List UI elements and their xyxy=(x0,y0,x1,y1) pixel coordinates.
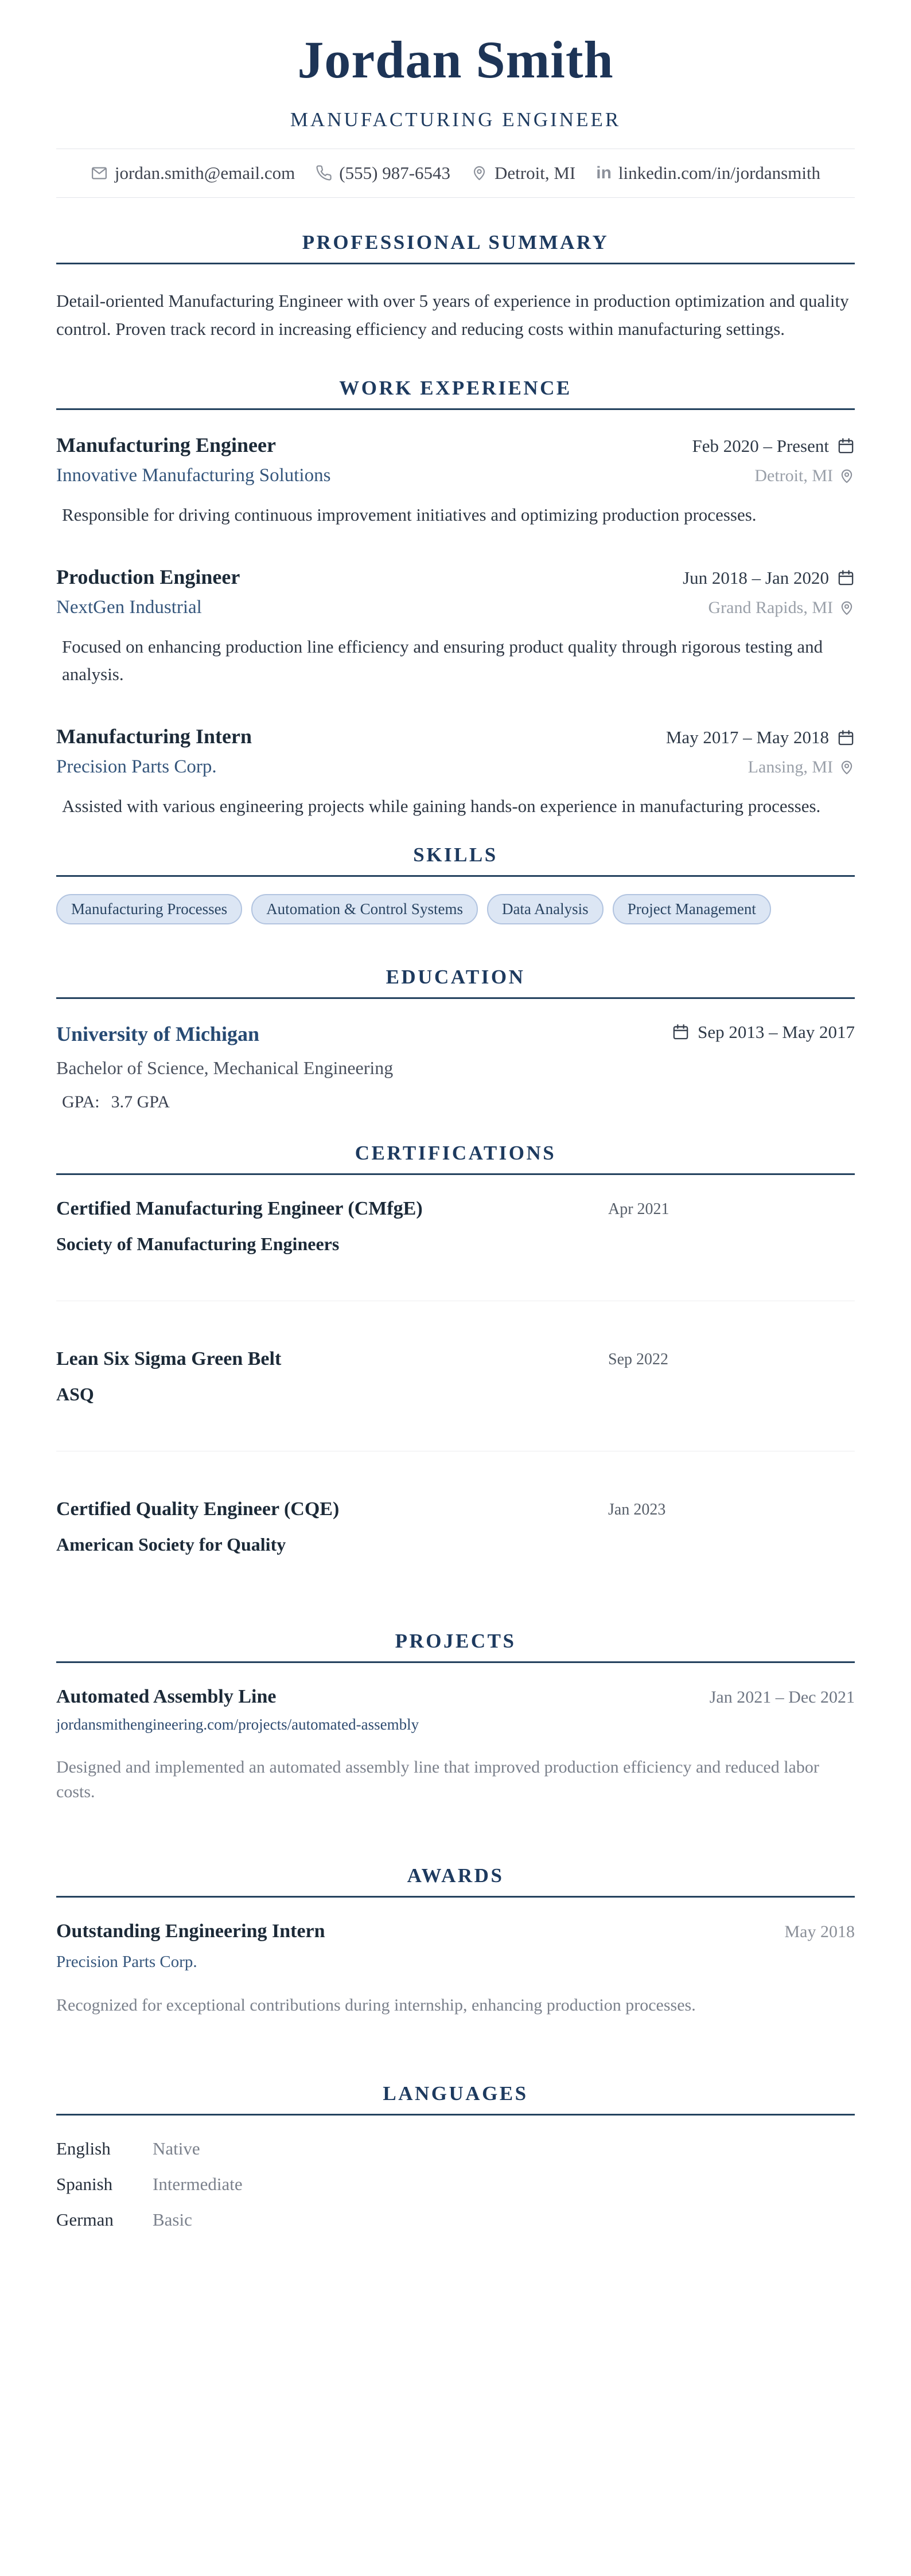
section-experience xyxy=(56,377,855,821)
experience-heading: WORK EXPERIENCE xyxy=(339,376,572,399)
section-summary xyxy=(56,231,855,344)
award-entry xyxy=(56,1921,855,2018)
gpa-row xyxy=(56,1092,855,1112)
certification-entry xyxy=(56,1348,855,1405)
heading-rule xyxy=(56,1661,855,1663)
certification-name: Certified Manufacturing Engineer (CMfgE) xyxy=(56,1198,423,1220)
job-description: Focused on enhancing production line efficiency and ensuring product quality through rigorous testing and analysis. xyxy=(62,636,823,685)
school-name: University of Michigan xyxy=(56,1022,259,1046)
section-skills xyxy=(56,844,855,924)
award-name: Outstanding Engineering Intern xyxy=(56,1921,325,1942)
contact-email-text: jordan.smith@email.com xyxy=(114,162,295,183)
job-dates xyxy=(666,727,855,748)
job-company: Innovative Manufacturing Solutions xyxy=(56,465,331,486)
contact-phone-text: (555) 987-6543 xyxy=(339,162,451,183)
certification-issuer: ASQ xyxy=(56,1384,94,1405)
skills-heading: SKILLS xyxy=(413,844,498,867)
section-education xyxy=(56,966,855,1113)
phone-icon xyxy=(316,165,332,181)
calendar-icon xyxy=(837,729,855,747)
job-description: Responsible for driving continuous improvement initiatives and optimizing production processes. xyxy=(62,504,757,525)
certification-date: Apr 2021 xyxy=(608,1200,669,1219)
calendar-icon xyxy=(672,1023,690,1041)
project-name: Automated Assembly Line xyxy=(56,1686,277,1708)
project-entry xyxy=(56,1686,855,1804)
education-dates xyxy=(672,1022,855,1043)
section-certifications xyxy=(56,1142,855,1555)
gpa-value: 3.7 GPA xyxy=(111,1092,170,1112)
job-title: Manufacturing Engineer xyxy=(56,433,276,456)
job-dates xyxy=(692,436,855,456)
person-job-title: MANUFACTURING ENGINEER xyxy=(290,108,621,131)
skill-chip: Manufacturing Processes xyxy=(56,894,242,924)
summary-text: Detail-oriented Manufacturing Engineer with over 5 years of experience in production optimization and quality control. Proven track record in increasing efficiency and reducing costs within manufacturing settings. xyxy=(56,290,849,339)
job-entry xyxy=(56,565,855,689)
location-pin-icon xyxy=(839,468,855,484)
calendar-icon xyxy=(837,437,855,455)
language-level: Basic xyxy=(153,2210,192,2230)
language-level: Native xyxy=(153,2138,200,2159)
project-dates: Jan 2021 – Dec 2021 xyxy=(709,1688,855,1707)
contact-linkedin[interactable] xyxy=(596,163,820,184)
language-name: German xyxy=(56,2210,114,2230)
certification-entry xyxy=(56,1498,855,1555)
heading-rule xyxy=(56,875,855,877)
contact-bar xyxy=(56,149,855,198)
education-heading: EDUCATION xyxy=(386,965,525,988)
job-company: NextGen Industrial xyxy=(56,596,202,618)
summary-heading: PROFESSIONAL SUMMARY xyxy=(302,231,609,253)
job-description: Assisted with various engineering projects while gaining hands-on experience in manufacturing processes. xyxy=(62,796,821,817)
job-title: Production Engineer xyxy=(56,565,240,588)
project-description: Designed and implemented an automated assembly line that improved production efficiency and reduced labor costs. xyxy=(56,1758,819,1801)
certification-date: Sep 2022 xyxy=(608,1351,668,1369)
job-location xyxy=(708,598,855,618)
section-projects xyxy=(56,1630,855,1804)
job-entry xyxy=(56,724,855,821)
certification-name: Lean Six Sigma Green Belt xyxy=(56,1348,282,1370)
language-list xyxy=(56,2138,855,2230)
job-dates-text: May 2017 – May 2018 xyxy=(665,727,829,748)
language-name: Spanish xyxy=(56,2174,113,2195)
certification-date: Jan 2023 xyxy=(608,1501,666,1519)
job-location-text: Detroit, MI xyxy=(754,466,833,485)
award-date: May 2018 xyxy=(784,1922,855,1942)
job-location-text: Lansing, MI xyxy=(748,758,833,777)
job-entry xyxy=(56,433,855,529)
language-level: Intermediate xyxy=(153,2174,243,2195)
heading-rule xyxy=(56,263,855,264)
person-name: Jordan Smith xyxy=(297,30,614,89)
education-dates-text: Sep 2013 – May 2017 xyxy=(698,1021,855,1042)
job-title: Manufacturing Intern xyxy=(56,725,252,748)
job-location xyxy=(748,758,855,777)
section-awards xyxy=(56,1864,855,2018)
heading-rule xyxy=(56,1173,855,1175)
job-location-text: Grand Rapids, MI xyxy=(708,598,833,617)
awards-heading: AWARDS xyxy=(407,1864,504,1887)
contact-linkedin-text: linkedin.com/in/jordansmith xyxy=(618,162,821,183)
certification-entry xyxy=(56,1198,855,1255)
language-name: English xyxy=(56,2138,111,2159)
certification-issuer: Society of Manufacturing Engineers xyxy=(56,1234,340,1255)
gpa-label: GPA: xyxy=(62,1092,100,1112)
section-languages xyxy=(56,2082,855,2230)
certifications-heading: CERTIFICATIONS xyxy=(355,1142,556,1165)
skills-chip-list xyxy=(56,894,855,924)
skill-chip: Project Management xyxy=(613,894,771,924)
location-pin-icon xyxy=(471,165,488,181)
languages-heading: LANGUAGES xyxy=(383,2082,528,2105)
contact-phone[interactable] xyxy=(316,163,450,184)
certification-name: Certified Quality Engineer (CQE) xyxy=(56,1498,340,1520)
contact-location-text: Detroit, MI xyxy=(495,162,576,183)
degree: Bachelor of Science, Mechanical Engineering xyxy=(56,1057,394,1079)
heading-rule xyxy=(56,997,855,999)
location-pin-icon xyxy=(839,759,855,775)
award-organization: Precision Parts Corp. xyxy=(56,1953,197,1972)
heading-rule xyxy=(56,408,855,410)
certification-issuer: American Society for Quality xyxy=(56,1534,286,1555)
job-dates xyxy=(683,568,855,588)
job-dates-text: Feb 2020 – Present xyxy=(692,435,829,456)
heading-rule xyxy=(56,2114,855,2116)
job-location xyxy=(754,466,855,486)
award-description: Recognized for exceptional contributions during internship, enhancing production processes. xyxy=(56,1996,696,2015)
calendar-icon xyxy=(837,569,855,587)
job-dates-text: Jun 2018 – Jan 2020 xyxy=(683,567,829,588)
linkedin-icon: in xyxy=(596,163,612,182)
skill-chip: Automation & Control Systems xyxy=(251,894,478,924)
job-company: Precision Parts Corp. xyxy=(56,756,217,778)
contact-location xyxy=(471,163,575,184)
heading-rule xyxy=(56,1896,855,1898)
envelope-icon xyxy=(91,165,108,182)
projects-heading: PROJECTS xyxy=(395,1630,516,1653)
project-url[interactable]: jordansmithengineering.com/projects/automated-assembly xyxy=(56,1716,419,1734)
skill-chip: Data Analysis xyxy=(487,894,604,924)
location-pin-icon xyxy=(839,600,855,616)
certification-list xyxy=(56,1198,855,1555)
resume-page xyxy=(56,0,855,2230)
contact-email[interactable] xyxy=(91,163,295,184)
